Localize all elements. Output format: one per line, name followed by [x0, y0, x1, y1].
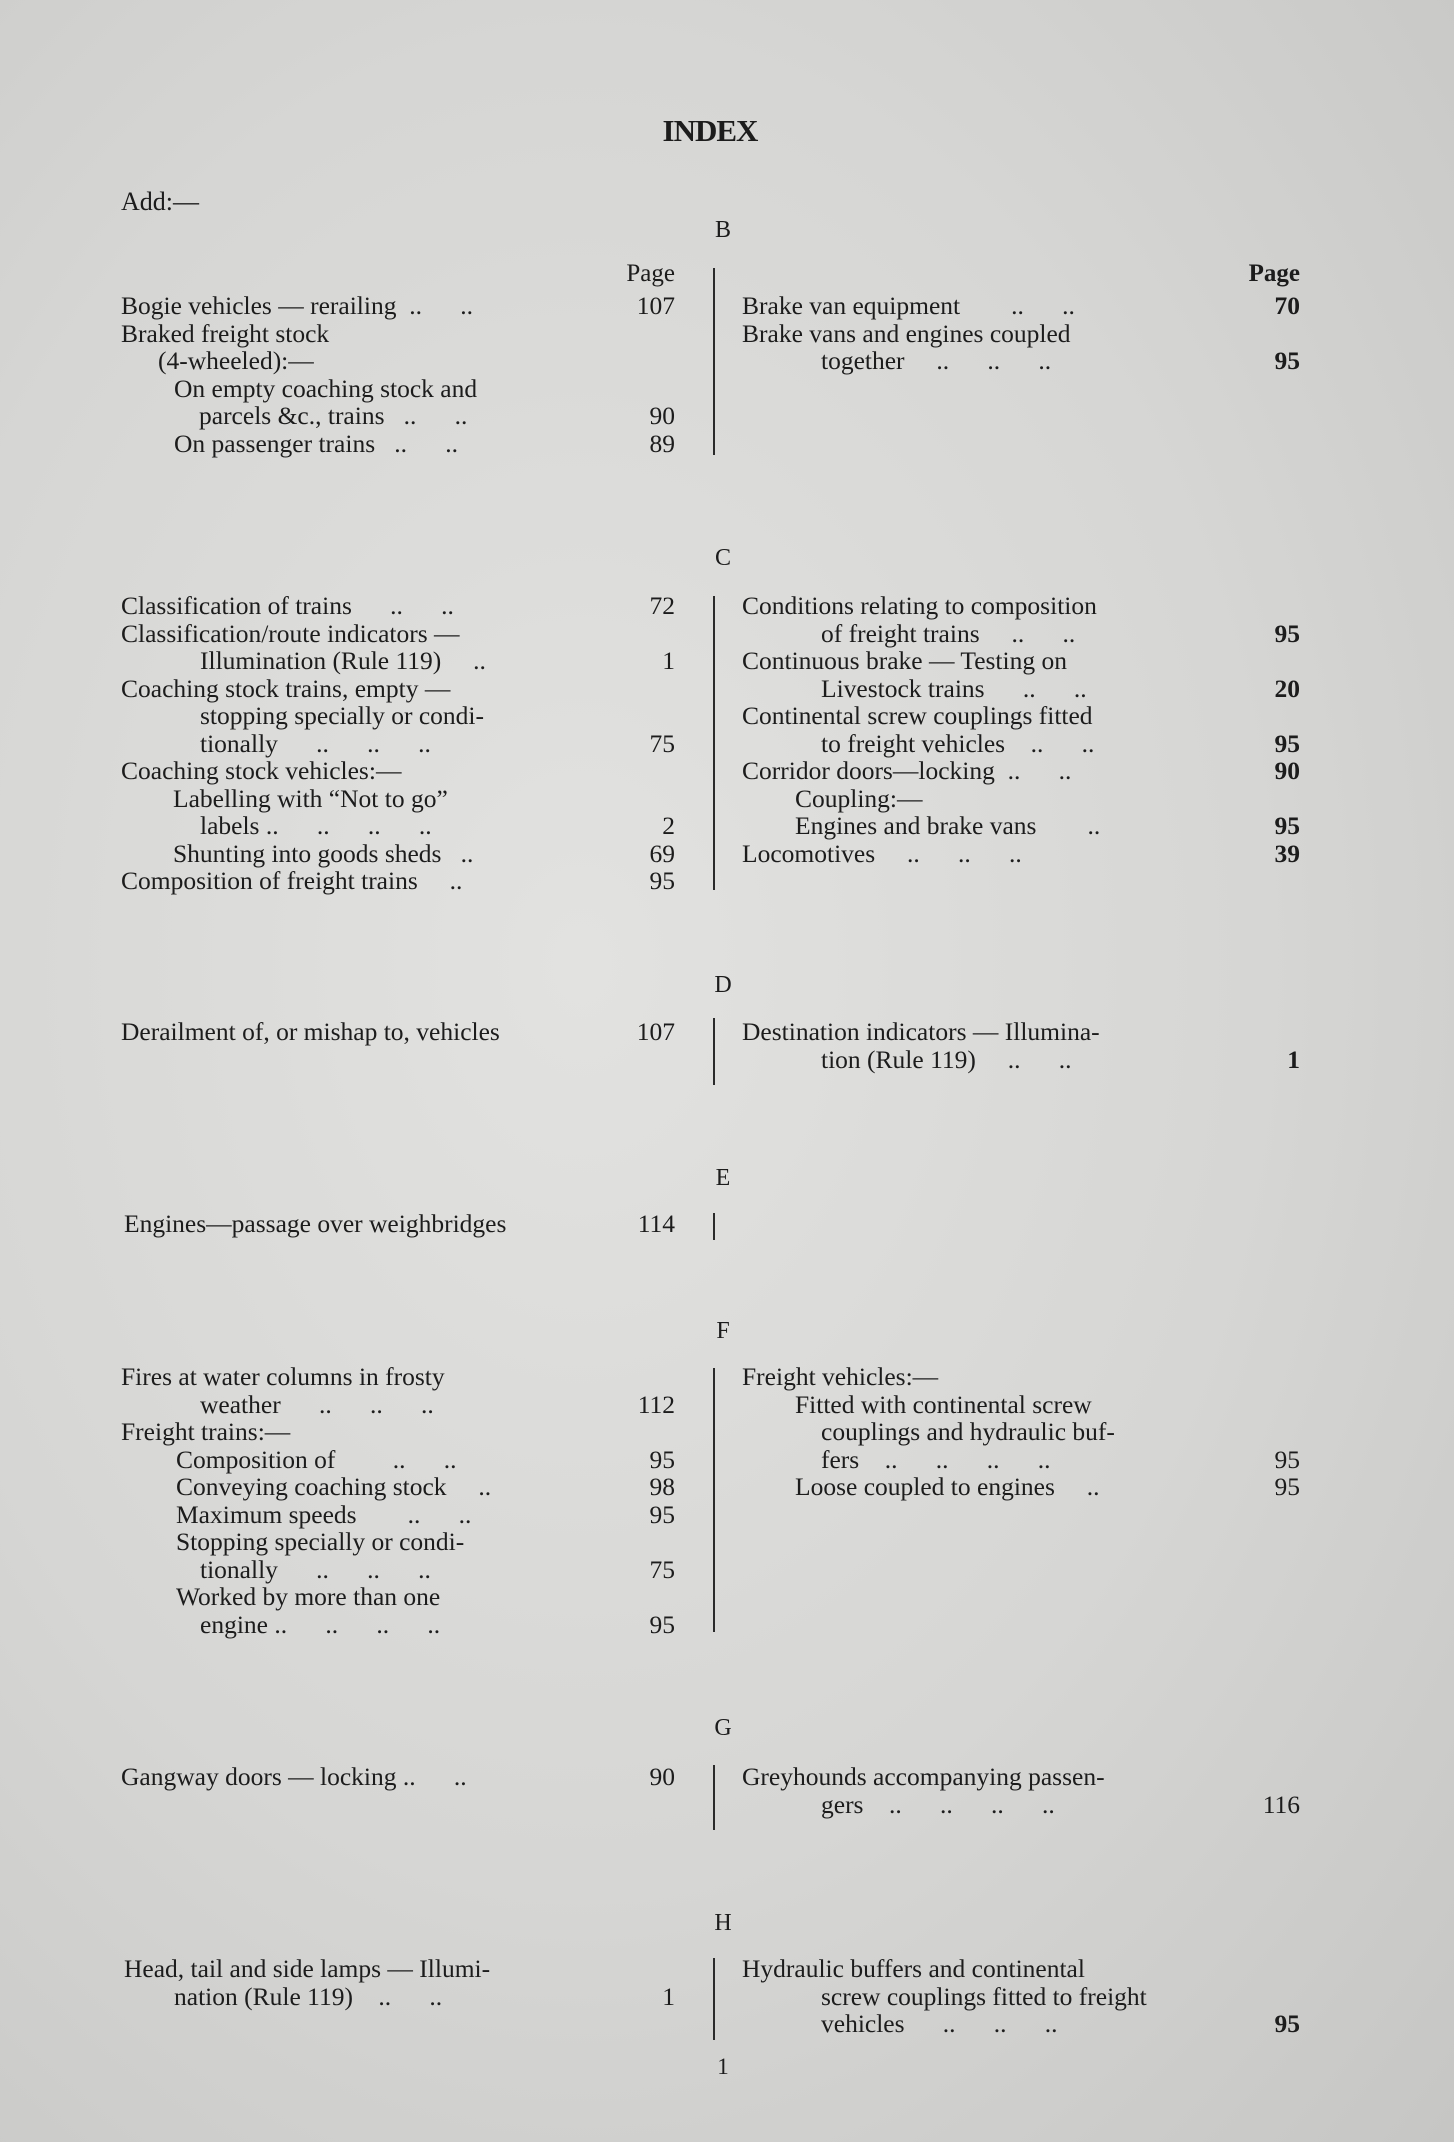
index-entry-text: Derailment of, or mishap to, vehicles — [121, 1017, 500, 1046]
index-entry-text: Continental screw couplings fitted — [742, 701, 1093, 730]
index-entry-text: Gangway doors — locking .. .. — [121, 1762, 467, 1791]
page-number: 116 — [1262, 1789, 1300, 1819]
page-number: 72 — [649, 591, 675, 620]
column-divider — [713, 1958, 715, 2040]
page-number: 107 — [636, 291, 675, 320]
index-entry-text: tionally .. .. .. — [200, 1554, 431, 1584]
page-number: 95 — [649, 866, 675, 895]
index-entry-text: Corridor doors—locking .. .. — [742, 756, 1072, 785]
page-number: 2 — [662, 811, 675, 840]
index-entry-text: screw couplings fitted to freight — [821, 1981, 1147, 2011]
index-entry-text: Continuous brake — Testing on — [742, 646, 1067, 675]
index-entry-text: Fitted with continental screw — [795, 1389, 1092, 1419]
column-divider — [713, 1018, 715, 1085]
page-number: 70 — [1274, 291, 1300, 320]
page-number: 95 — [649, 1444, 675, 1474]
index-entry-text: weather .. .. .. — [200, 1389, 434, 1419]
page-title: INDEX — [662, 113, 758, 148]
index-entry-text: Freight vehicles:— — [742, 1362, 939, 1391]
page-number: 1 — [662, 1981, 675, 2011]
index-entry-text: tionally .. .. .. — [200, 728, 431, 758]
page-number: 95 — [649, 1609, 675, 1639]
index-entry-text: stopping specially or condi- — [200, 701, 484, 730]
index-entry-text: tion (Rule 119) .. .. — [821, 1044, 1072, 1074]
page-number: 95 — [1274, 618, 1300, 648]
index-entry-text: Coaching stock trains, empty — — [121, 673, 451, 703]
index-entry-text: fers .. .. .. .. — [821, 1444, 1051, 1474]
index-entry-text: Stopping specially or condi- — [176, 1527, 465, 1556]
page-number: 95 — [649, 1499, 675, 1529]
page-number: 90 — [1274, 756, 1300, 785]
column-divider — [713, 1213, 715, 1240]
column-divider — [713, 1765, 715, 1830]
index-entry-text: Composition of .. .. — [176, 1444, 457, 1474]
page-number: 89 — [649, 428, 675, 458]
page-number: 114 — [637, 1209, 675, 1238]
page-number: 75 — [649, 1554, 675, 1584]
index-entry-text: Brake van equipment .. .. — [742, 291, 1075, 320]
page-number: 95 — [1274, 1472, 1300, 1501]
index-entry-text: (4-wheeled):— — [158, 346, 314, 375]
page-number: 90 — [649, 401, 675, 430]
section-letter-d: D — [714, 972, 732, 998]
index-entry-text: Head, tail and side lamps — Illumi- — [124, 1954, 491, 1983]
index-entry-text: Greyhounds accompanying passen- — [742, 1762, 1105, 1791]
section-letter-e: E — [715, 1165, 731, 1191]
index-entry-text: Coupling:— — [795, 783, 923, 813]
index-entry-text: Braked freight stock — [121, 318, 330, 348]
index-entry-text: Labelling with “Not to go” — [173, 783, 448, 813]
index-entry-text: together .. .. .. — [821, 346, 1052, 375]
page-number: 75 — [649, 728, 675, 758]
index-entry-text: Hydraulic buffers and continental — [742, 1954, 1085, 1983]
index-entry-text: Bogie vehicles — rerailing .. .. — [121, 291, 473, 320]
index-entry-text: Fires at water columns in frosty — [121, 1362, 445, 1391]
index-entry-text: On empty coaching stock and — [174, 373, 478, 403]
add-label: Add:— — [121, 187, 199, 216]
page-number: 95 — [1274, 811, 1300, 840]
page-number: 107 — [636, 1017, 675, 1046]
index-entry-text: Engines—passage over weighbridges — [124, 1209, 507, 1238]
index-entry-text: Brake vans and engines coupled — [742, 318, 1071, 348]
index-entry-text: Destination indicators — Illumina- — [742, 1017, 1100, 1046]
column-divider — [713, 596, 715, 890]
index-entry-text: gers .. .. .. .. — [821, 1789, 1055, 1819]
column-divider — [713, 1368, 715, 1632]
index-entry-text: vehicles .. .. .. — [821, 2009, 1058, 2038]
page-number: 69 — [649, 838, 675, 868]
section-letter-g: G — [714, 1715, 732, 1741]
index-entry-text: nation (Rule 119) .. .. — [174, 1981, 443, 2011]
index-entry-text: Classification of trains .. .. — [121, 591, 454, 620]
index-entry-text: Conveying coaching stock .. — [176, 1472, 492, 1501]
index-entry-text: Locomotives .. .. .. — [742, 838, 1022, 868]
index-entry-text: engine .. .. .. .. — [200, 1609, 441, 1639]
index-entry-text: Engines and brake vans .. — [795, 811, 1101, 840]
page-column-header-right: Page — [1248, 260, 1300, 287]
index-entry-text: Illumination (Rule 119) .. — [200, 646, 486, 675]
index-entry-text: On passenger trains .. .. — [174, 428, 458, 458]
index-entry-text: to freight vehicles .. .. — [821, 728, 1095, 758]
page-number: 1 — [1287, 1044, 1300, 1074]
index-entry-text: Loose coupled to engines .. — [795, 1472, 1100, 1501]
index-entry-text: of freight trains .. .. — [821, 618, 1076, 648]
index-entry-text: Livestock trains .. .. — [821, 673, 1087, 703]
column-divider — [713, 268, 715, 455]
page-number: 95 — [1274, 2009, 1300, 2038]
index-entry-text: Classification/route indicators — — [121, 618, 460, 648]
index-entry-text: couplings and hydraulic buf- — [821, 1417, 1115, 1446]
page-number: 112 — [637, 1389, 675, 1419]
page-number: 1 — [662, 646, 675, 675]
index-entry-text: Shunting into goods sheds .. — [173, 838, 474, 868]
section-letter-f: F — [716, 1318, 730, 1344]
index-entry-text: Conditions relating to composition — [742, 591, 1097, 620]
page-number: 95 — [1274, 346, 1300, 375]
index-entry-text: parcels &c., trains .. .. — [199, 401, 468, 430]
page-number: 95 — [1274, 1444, 1300, 1474]
page-number: 98 — [649, 1472, 675, 1501]
index-entry-text: labels .. .. .. .. — [200, 811, 432, 840]
page-column-header-left: Page — [626, 260, 675, 287]
section-letter-c: C — [714, 545, 731, 571]
index-entry-text: Composition of freight trains .. — [121, 866, 463, 895]
index-entry-text: Freight trains:— — [121, 1417, 291, 1446]
index-entry-text: Worked by more than one — [176, 1582, 441, 1611]
index-entry-text: Coaching stock vehicles:— — [121, 756, 402, 785]
page-number: 20 — [1274, 673, 1300, 703]
section-letter-h: H — [714, 1910, 732, 1936]
page-folio: 1 — [717, 2054, 729, 2079]
page-number: 90 — [649, 1762, 675, 1791]
section-letter-b: B — [714, 217, 731, 243]
page-number: 39 — [1274, 838, 1300, 868]
page-number: 95 — [1274, 728, 1300, 758]
index-entry-text: Maximum speeds .. .. — [176, 1499, 472, 1529]
